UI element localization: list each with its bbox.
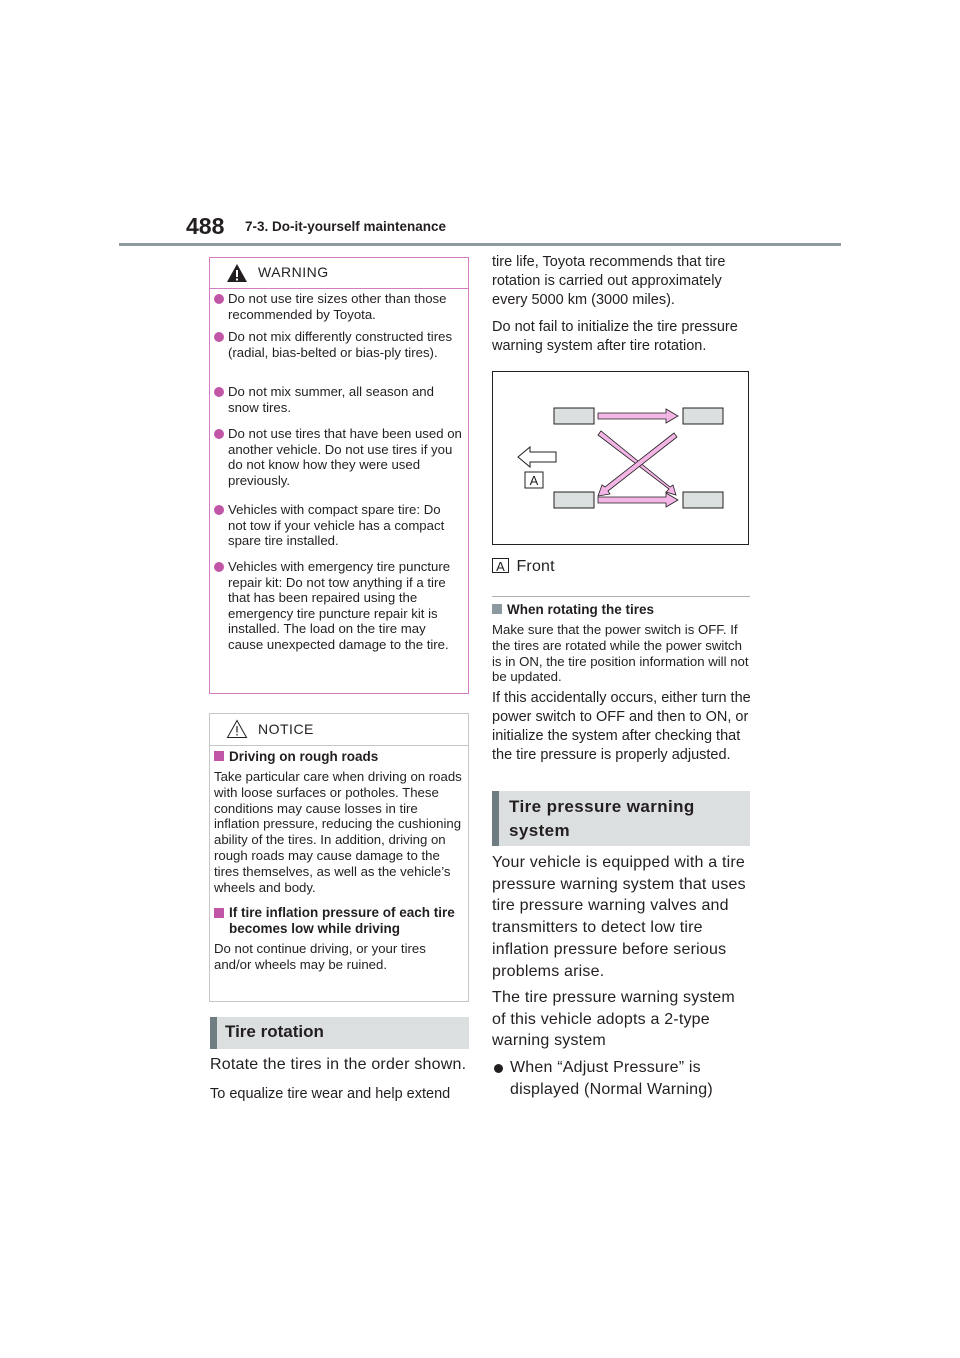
square-bullet-icon — [492, 604, 502, 614]
warning-item — [214, 384, 462, 426]
when-rotating-title: When rotating the tires — [507, 602, 655, 617]
diagram-legend — [492, 556, 555, 578]
warning-item-text: Do not mix differently constructed tires (radial, bias-belted or bias-ply tires). — [228, 329, 453, 360]
bullet-dot-icon — [214, 332, 224, 342]
notice-subheading-text: If tire inflation pressure of each tire becomes low while driving — [229, 905, 455, 937]
warning-item — [214, 559, 462, 653]
page-number: 488 — [186, 213, 225, 239]
rotation-intro: Rotate the tires in the order shown. — [210, 1056, 467, 1073]
bullet-dot-icon — [214, 294, 224, 304]
legend-tag: A — [492, 558, 509, 573]
square-bullet-icon — [214, 751, 224, 761]
notice-content — [214, 749, 464, 973]
warning-item-text: Do not use tire sizes other than those recommended by Toyota. — [228, 291, 447, 322]
header-rule — [119, 243, 841, 246]
warning-item-text: Vehicles with emergency tire puncture repair kit: Do not tow anything if a tire that has been repaired using the emergency tire puncture repair kit is installed. The load on the tire may cause unexpected damage to the tire. — [228, 559, 451, 652]
diagram-tag-label: A — [529, 473, 539, 488]
legend-text: Front — [516, 558, 555, 575]
bullet-dot-icon — [494, 1064, 503, 1073]
when-rotating-heading — [492, 602, 752, 618]
notice-paragraph: Do not continue driving, or your tires and/or wheels may be ruined. — [214, 941, 426, 973]
tpws-paragraph-2: The tire pressure warning system of this vehicle adopts a 2-type warning system — [492, 989, 735, 1050]
warning-list — [214, 291, 462, 653]
warning-header — [210, 258, 468, 289]
notice-header — [210, 714, 468, 746]
when-rotating-text-2: If this accidentally occurs, either turn the power switch to OFF and then to ON, or initialize the system after checking that the tire pressure is properly adjusted. — [492, 690, 751, 764]
tpws-paragraph-1: Your vehicle is equipped with a tire pressure warning system that uses tire pressure warning valves and transmitters to detect low tire inflation pressure before serious problems arise. — [492, 854, 746, 980]
when-rotating-text: Make sure that the power switch is OFF. If the tires are rotated while the power switch is in ON, the tire position information will not be updated. — [492, 622, 749, 685]
warning-item-text: Vehicles with compact spare tire: Do not tow if your vehicle has a compact spare tire installed. — [228, 502, 445, 549]
tire-rear-left — [554, 492, 594, 508]
bullet-dot-icon — [214, 429, 224, 439]
warning-item-text: Do not mix summer, all season and snow tires. — [228, 384, 434, 415]
notice-subheading — [214, 905, 464, 937]
rotation-detail-continued: tire life, Toyota recommends that tire rotation is carried out approximately every 5000 km (3000 miles). — [492, 254, 726, 308]
notice-subheading — [214, 749, 464, 765]
notice-paragraph: Take particular care when driving on roads with loose surfaces or potholes. These conditions may cause losses in tire inflation pressure, reducing the cushioning ability of the tires. In addition, driving on rough roads may cause damage to the tires themselves, as well as the vehicle’s wheels and body. — [214, 769, 462, 895]
divider — [492, 596, 750, 597]
bullet-dot-icon — [214, 505, 224, 515]
tire-front-left — [554, 408, 594, 424]
front-direction-arrow-icon — [518, 447, 556, 467]
when-rotating-section — [492, 602, 752, 765]
warning-item — [214, 426, 462, 502]
square-bullet-icon — [214, 908, 224, 918]
warning-item — [214, 291, 462, 329]
warning-title: WARNING — [258, 264, 329, 280]
bullet-dot-icon — [214, 562, 224, 572]
notice-subheading-text: Driving on rough roads — [229, 749, 379, 764]
tire-front-right — [683, 408, 723, 424]
warning-item — [214, 502, 462, 559]
tpws-bullet-text: When “Adjust Pressure” is displayed (Normal Warning) — [510, 1059, 713, 1098]
warning-triangle-icon — [226, 263, 248, 283]
warning-item-text: Do not use tires that have been used on another vehicle. Do not use tires if you do not know how they were used previously. — [228, 426, 462, 488]
tpws-bullet — [492, 1057, 747, 1100]
tpws-heading: Tire pressure warning system — [492, 791, 750, 846]
initialize-note: Do not fail to initialize the tire pressure warning system after tire rotation. — [492, 319, 738, 354]
notice-triangle-icon — [226, 719, 248, 739]
bullet-dot-icon — [214, 387, 224, 397]
rotation-arrow-front — [598, 409, 678, 423]
tire-rotation-heading: Tire rotation — [210, 1017, 469, 1049]
warning-item — [214, 329, 462, 384]
notice-title: NOTICE — [258, 721, 314, 737]
rotation-arrow-rear — [598, 493, 678, 507]
rotation-diagram-drawing — [492, 371, 749, 545]
tire-rear-right — [683, 492, 723, 508]
rotation-detail-start: To equalize tire wear and help extend — [210, 1086, 451, 1102]
section-title: 7-3. Do-it-yourself maintenance — [245, 219, 447, 234]
